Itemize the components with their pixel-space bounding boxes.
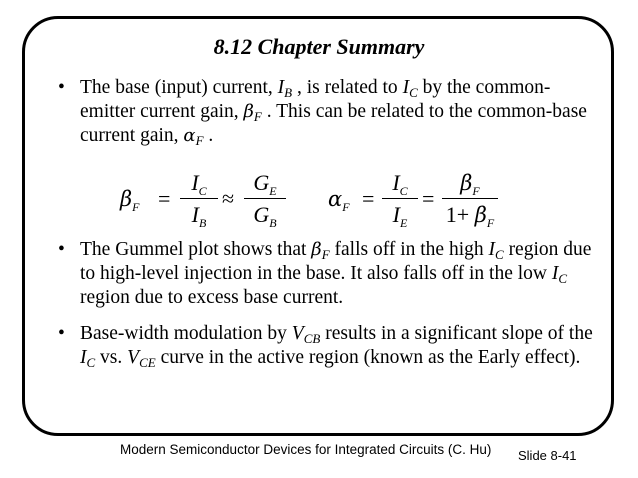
bullet-dot: • (58, 323, 65, 344)
equation-beta: $\beta_F$ = $I_C$ $I_B$ ≈ $G_E$ $G_B$ (120, 170, 290, 230)
bullet-2: • The Gummel plot shows that $\beta_F$ falls off in the high $I_C$ region due to high-level injection in the base. It also falls off in the low $I_C$ region due to excess base current. (58, 239, 592, 308)
equation-alpha: $\alpha_F$ = $I_C$ $I_E$ = $\beta_F$ $1+ \beta_F$ (328, 170, 498, 230)
bullet-1: • The base (input) current, $I_B$ , is related to $I_C$ by the common-emitter current gain, $\beta_F$ . This can be related to the common-base current gain, $\alpha_F$ . (58, 77, 587, 148)
bullet-dot: • (58, 239, 65, 260)
footer-citation: Modern Semiconductor Devices for Integrated Circuits (C. Hu) (120, 442, 492, 457)
fraction-ge-gb: $G_E$ $G_B$ (244, 170, 286, 230)
fraction-beta-over-one-plus-beta: $\beta_F$ $1+ \beta_F$ (442, 170, 498, 230)
fraction-ic-ie: $I_C$ $I_E$ (382, 170, 418, 230)
slide-number: Slide 8-41 (518, 448, 577, 463)
bullet-3: • Base-width modulation by $V_{CB}$ results in a significant slope of the $I_C$ vs. $V_{CE}$ curve in the active region (known as the Early effect). (58, 323, 593, 370)
fraction-ic-ib: $I_C$ $I_B$ (180, 170, 218, 230)
bullet-dot: • (58, 77, 65, 98)
slide-title: 8.12 Chapter Summary (213, 34, 425, 59)
